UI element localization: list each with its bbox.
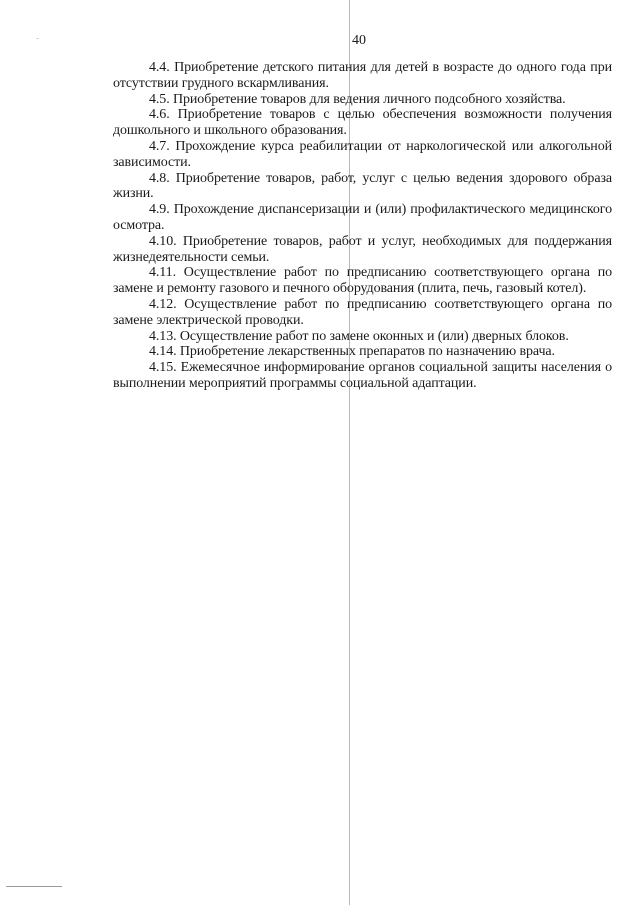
list-item-4-12: 4.12. Осуществление работ по предписанию соответствующего органа по замене электрической проводки. xyxy=(113,296,612,328)
list-item-4-15: 4.15. Ежемесячное информирование органов социальной защиты населения о выполнении мероприятий программы социальной адаптации. xyxy=(113,360,612,391)
list-item-4-10: 4.10. Приобретение товаров, работ и услуг, необходимых для поддержания жизнедеятельности семьи. xyxy=(113,233,612,265)
page-number: 40 xyxy=(352,33,366,48)
list-item-4-8: 4.8. Приобретение товаров, работ, услуг с целью ведения здорового образа жизни. xyxy=(113,170,612,202)
document-body xyxy=(113,60,612,392)
list-item-4-5: 4.5. Приобретение товаров для ведения личного подсобного хозяйства. xyxy=(149,91,566,107)
list-item-4-4: 4.4. Приобретение детского питания для детей в возрасте до одного года при отсутствии грудного вскармливания. xyxy=(113,60,612,91)
scan-artifact xyxy=(36,38,39,39)
list-item-4-9: 4.9. Прохождение диспансеризации и (или) профилактического медицинского осмотра. xyxy=(113,202,612,233)
list-item-4-6: 4.6. Приобретение товаров с целью обеспечения возможности получения дошкольного и школьного образования. xyxy=(113,107,612,139)
list-item-4-7: 4.7. Прохождение курса реабилитации от наркологической или алкогольной зависимости. xyxy=(113,138,612,170)
list-item-4-14: 4.14. Приобретение лекарственных препаратов по назначению врача. xyxy=(149,344,555,360)
list-item-4-11: 4.11. Осуществление работ по предписанию соответствующего органа по замене и ремонту газового и печного оборудования (плита, печь, газовый котел). xyxy=(113,265,612,297)
list-item-4-13: 4.13. Осуществление работ по замене оконных и (или) дверных блоков. xyxy=(149,328,569,344)
scan-bottom-mark xyxy=(6,886,62,887)
